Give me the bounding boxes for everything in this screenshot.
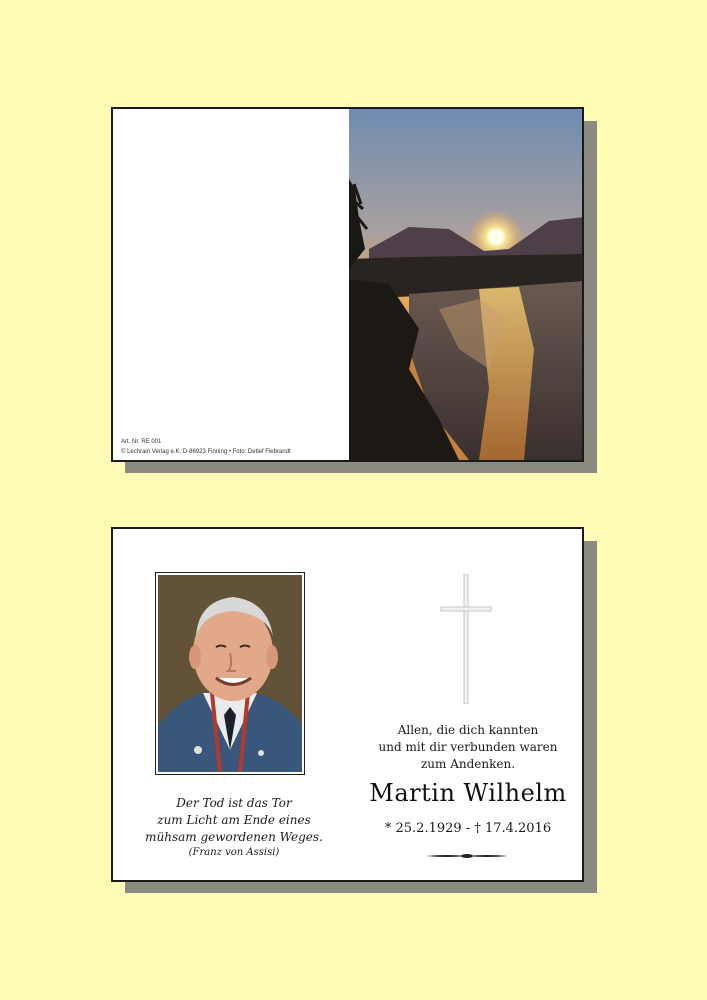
publisher-credit: © Lechrain Verlag e.K. D-86923 Finning • Foto: Detlef Fiebrandt <box>121 449 291 455</box>
condolence-line: und mit dir verbunden waren <box>378 740 558 754</box>
quote-author: (Franz von Assisi) <box>188 847 280 858</box>
card-front <box>111 107 584 462</box>
quote <box>123 795 345 846</box>
card-inside <box>111 527 584 882</box>
deceased-name: Martin Wilhelm <box>369 779 567 807</box>
sunset-river-photo <box>349 109 584 460</box>
condolence-line: Allen, die dich kannten <box>397 723 539 737</box>
quote-line: zum Licht am Ende eines <box>157 813 311 827</box>
quote-line: Der Tod ist das Tor <box>176 796 292 810</box>
portrait-frame <box>155 572 305 775</box>
card-back-page <box>113 109 349 460</box>
condolence-text <box>358 722 578 773</box>
sunset-river-image <box>349 109 584 460</box>
life-dates: * 25.2.1929 - † 17.4.2016 <box>384 821 552 836</box>
cross-icon <box>438 574 494 704</box>
portrait-photo <box>158 575 302 772</box>
divider-ornament-icon <box>426 852 508 860</box>
article-number: Art. Nr. RE 001 <box>121 439 162 445</box>
condolence-line: zum Andenken. <box>420 757 516 771</box>
quote-line: mühsam gewordenen Weges. <box>145 830 323 844</box>
